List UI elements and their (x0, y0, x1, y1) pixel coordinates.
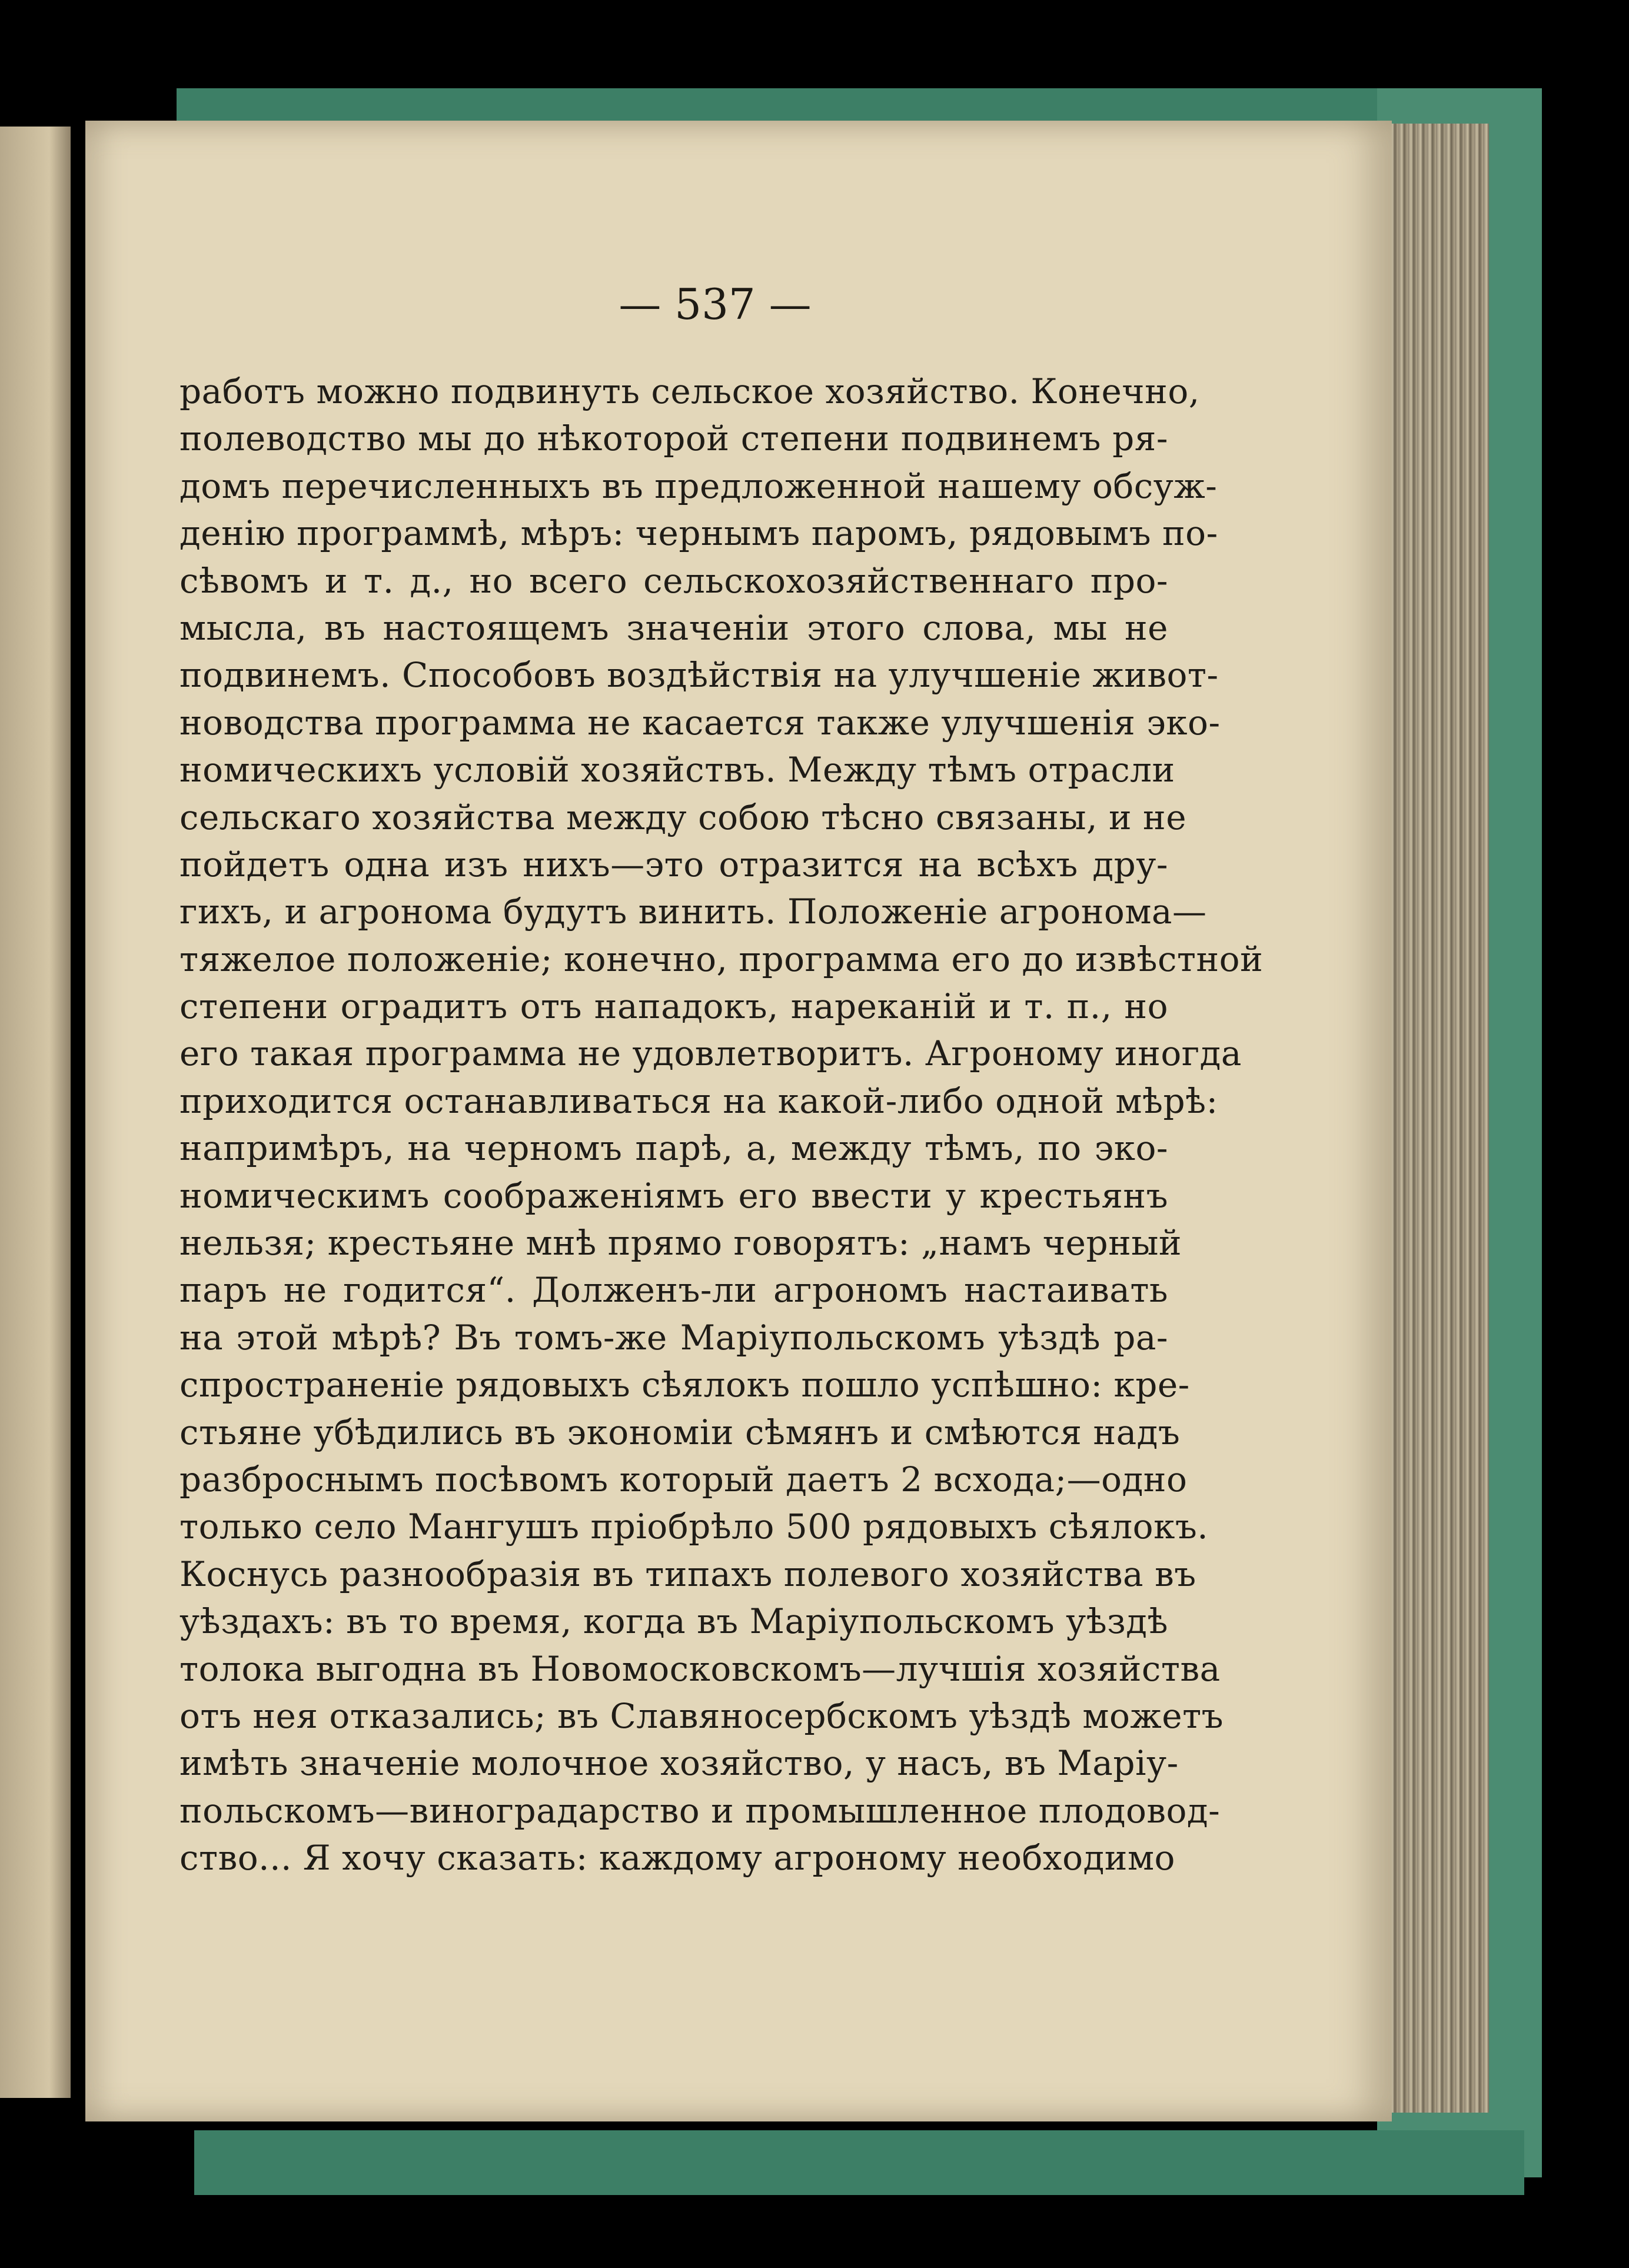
text-line: польскомъ—виноградарство и промышленное плодовод- (179, 1790, 1221, 1831)
text-line: нельзя; крестьяне мнѣ прямо говорятъ: „намъ черный (179, 1223, 1182, 1263)
text-line: только село Мангушъ пріобрѣло 500 рядовыхъ сѣялокъ. (179, 1507, 1209, 1547)
text-line: подвинемъ. Способовъ воздѣйствія на улучшеніе живот- (179, 655, 1219, 696)
facing-page-edge (0, 127, 71, 2098)
text-line: на этой мѣрѣ? Въ томъ-же Маріупольскомъ уѣздѣ ра- (179, 1317, 1168, 1358)
text-line: разброснымъ посѣвомъ который даетъ 2 всхода;—одно (179, 1459, 1188, 1499)
text-line: гихъ, и агронома будутъ винить. Положеніе агронома— (179, 892, 1207, 932)
text-line: ство... Я хочу сказать: каждому агроному необходимо (179, 1838, 1175, 1878)
text-line: Коснусь разнообразія въ типахъ полевого хозяйства въ (179, 1554, 1196, 1594)
page-edges-stack (1389, 124, 1489, 2113)
book-cover-bottom (194, 2130, 1524, 2195)
text-line: денію программѣ, мѣръ: чернымъ паромъ, рядовымъ по- (179, 513, 1218, 554)
text-line: степени оградитъ отъ нападокъ, нареканій и т. п., но (179, 986, 1168, 1027)
text-line: работъ можно подвинуть сельское хозяйство. Конечно, (179, 371, 1200, 411)
text-line: его такая программа не удовлетворитъ. Агроному иногда (179, 1033, 1242, 1074)
text-line: номическимъ соображеніямъ его ввести у крестьянъ (179, 1175, 1168, 1216)
body-text (179, 368, 1264, 1882)
text-line: номическихъ условій хозяйствъ. Между тѣмъ отрасли (179, 750, 1175, 790)
text-line: новодства программа не касается также улучшенія эко- (179, 702, 1221, 743)
text-line: напримѣръ, на черномъ парѣ, а, между тѣмъ, по эко- (179, 1128, 1168, 1169)
text-line: мысла, въ настоящемъ значеніи этого слова, мы не (179, 607, 1168, 648)
text-line: спространеніе рядовыхъ сѣялокъ пошло успѣшно: кре- (179, 1365, 1190, 1405)
text-line: толока выгодна въ Новомосковскомъ—лучшія хозяйства (179, 1648, 1221, 1689)
text-line: стьяне убѣдились въ экономіи сѣмянъ и смѣются надъ (179, 1412, 1181, 1452)
text-line: приходится останавливаться на какой-либо одной мѣрѣ: (179, 1080, 1218, 1121)
text-line: пойдетъ одна изъ нихъ—это отразится на всѣхъ дру- (179, 844, 1168, 884)
text-line: сельскаго хозяйства между собою тѣсно связаны, и не (179, 797, 1187, 837)
book-page (85, 121, 1392, 2121)
text-line: паръ не годится“. Долженъ-ли агрономъ настаивать (179, 1270, 1168, 1311)
page-number: — 537 — (619, 280, 812, 329)
text-line: имѣть значеніе молочное хозяйство, у насъ, въ Маріу- (179, 1743, 1179, 1784)
text-line: домъ перечисленныхъ въ предложенной нашему обсуж- (179, 465, 1218, 506)
text-line: отъ нея отказались; въ Славяносербскомъ уѣздѣ можетъ (179, 1695, 1224, 1736)
text-line: тяжелое положеніе; конечно, программа его до извѣстной (179, 939, 1264, 979)
text-line: уѣздахъ: въ то время, когда въ Маріупольскомъ уѣздѣ (179, 1601, 1168, 1642)
text-line: полеводство мы до нѣкоторой степени подвинемъ ря- (179, 418, 1168, 459)
text-line: сѣвомъ и т. д., но всего сельскохозяйственнаго про- (179, 560, 1168, 601)
